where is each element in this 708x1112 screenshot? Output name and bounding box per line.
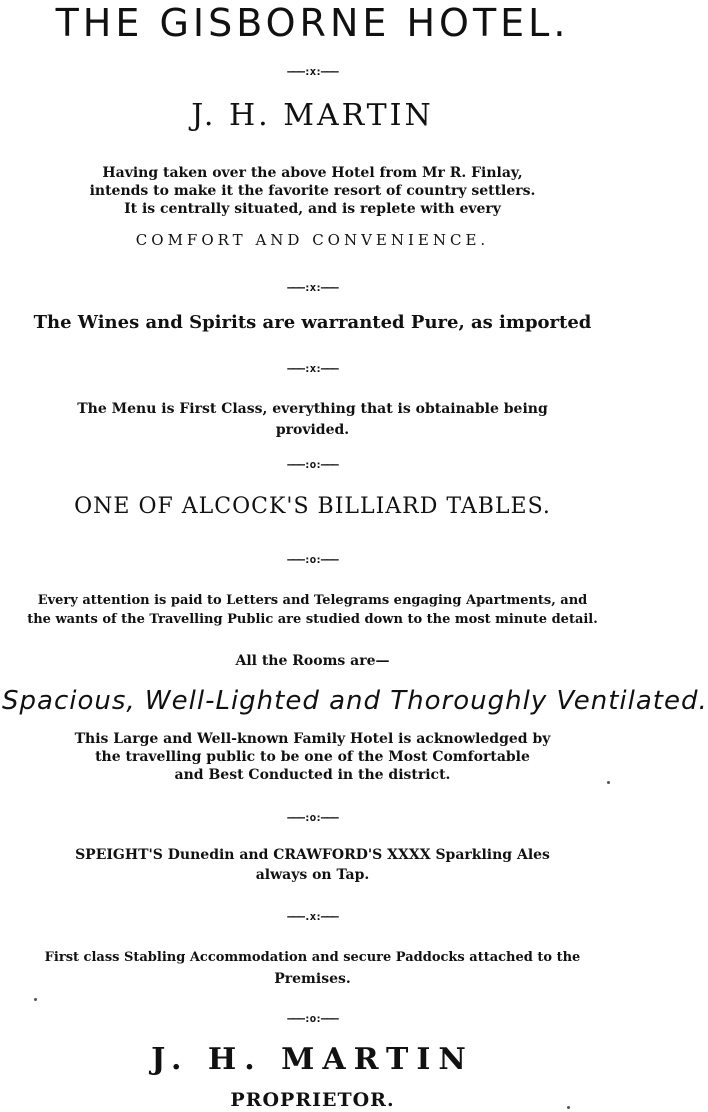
separator: ———:o:——— <box>287 811 338 824</box>
rooms-headline: Spacious, Well-Lighted and Thoroughly Ventilated. <box>2 686 708 716</box>
separator: ———:x:——— <box>287 65 338 78</box>
menu-line-2: provided. <box>275 422 350 438</box>
separator: ———:x:——— <box>287 362 338 375</box>
proprietor-title: PROPRIETOR. <box>230 1089 395 1111</box>
rooms-intro: All the Rooms are— <box>235 653 390 669</box>
separator: ———:x:——— <box>287 281 338 294</box>
separator: ———:o:——— <box>287 553 338 566</box>
print-speck <box>607 781 610 784</box>
family-hotel-line-3: and Best Conducted in the district. <box>174 767 451 783</box>
proprietor-signature: J. H. MARTIN <box>151 1042 474 1077</box>
wines-statement: The Wines and Spirits are warranted Pure, as imported <box>33 312 592 333</box>
intro-line-1: Having taken over the above Hotel from Mr R. Finlay, <box>102 165 523 181</box>
proprietor-heading: J. H. MARTIN <box>191 98 434 133</box>
print-speck <box>567 1106 570 1109</box>
hotel-title: THE GISBORNE HOTEL. <box>55 1 570 45</box>
separator: ———.x:——— <box>287 910 338 923</box>
intro-line-3: It is centrally situated, and is replete with every <box>124 201 501 217</box>
family-hotel-line-2: the travelling public to be one of the Most Comfortable <box>95 749 530 765</box>
family-hotel-line-1: This Large and Well-known Family Hotel is acknowledged by <box>74 731 551 747</box>
intro-line-2: intends to make it the favorite resort of country settlers. <box>89 183 536 199</box>
separator: ———:o:——— <box>287 1012 338 1025</box>
print-speck <box>34 998 37 1001</box>
separator: ———:o:——— <box>287 458 338 471</box>
ales-line-2: always on Tap. <box>255 867 370 883</box>
stabling-line-2: Premises. <box>274 971 351 987</box>
billiard-heading: ONE OF ALCOCK'S BILLIARD TABLES. <box>74 494 551 519</box>
attention-line-1: Every attention is paid to Letters and Telegrams engaging Apartments, and <box>37 593 588 608</box>
stabling-line-1: First class Stabling Accommodation and secure Paddocks attached to the <box>44 950 581 965</box>
ales-line-1: SPEIGHT'S Dunedin and CRAWFORD'S XXXX Sparkling Ales <box>75 847 550 863</box>
comfort-heading: COMFORT AND CONVENIENCE. <box>135 231 490 249</box>
attention-line-2: the wants of the Travelling Public are studied down to the most minute detail. <box>27 612 598 627</box>
menu-line-1: The Menu is First Class, everything that is obtainable being <box>77 401 548 417</box>
